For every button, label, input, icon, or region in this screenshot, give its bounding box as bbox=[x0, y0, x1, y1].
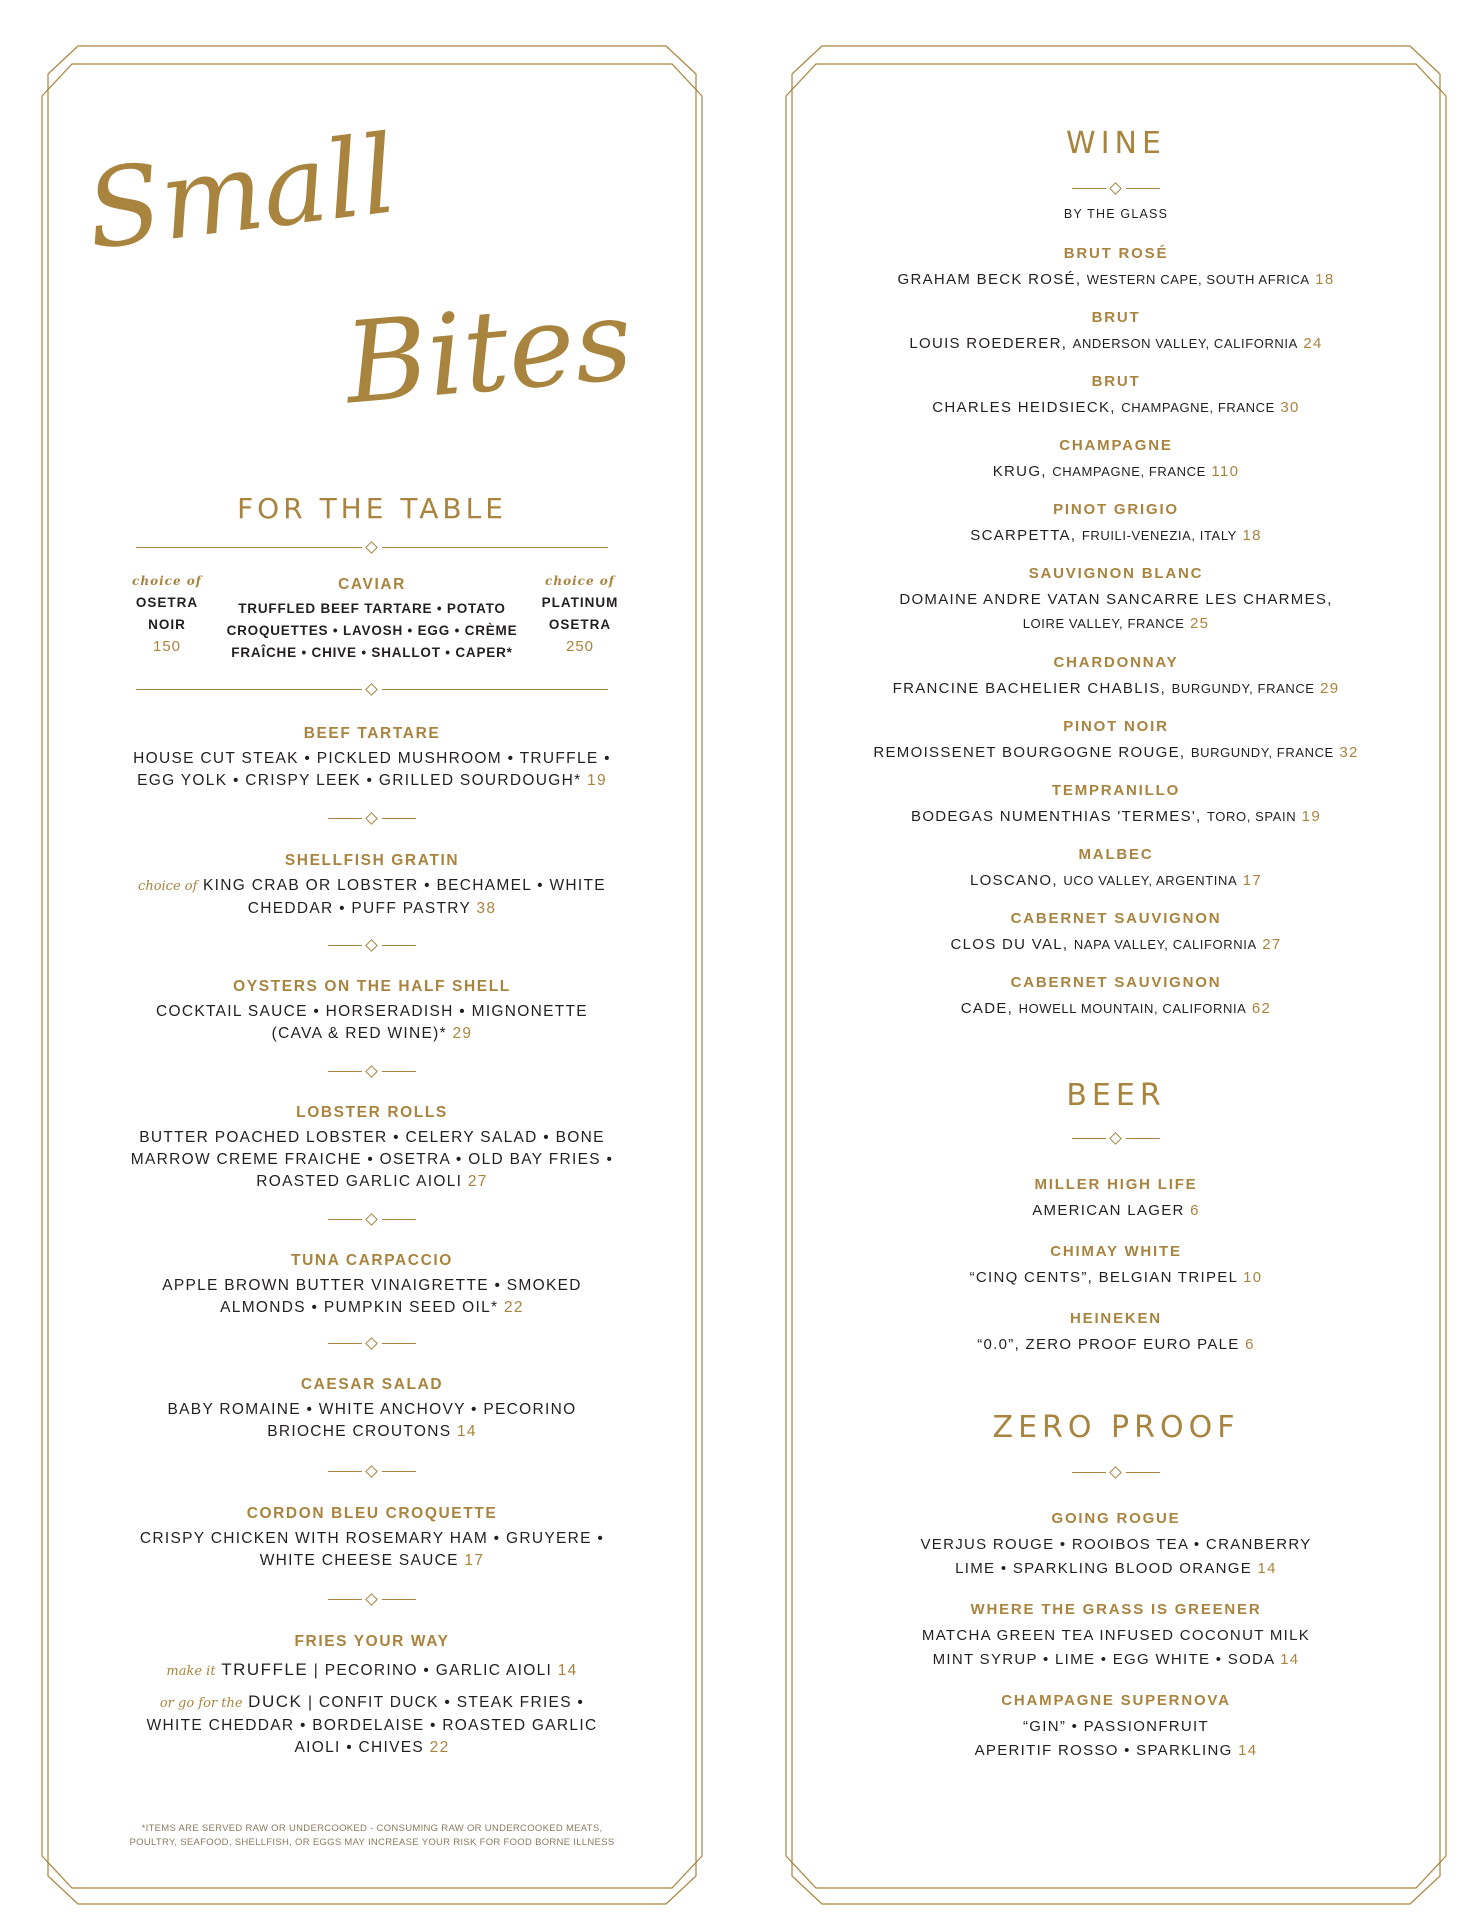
divider-small bbox=[328, 1337, 416, 1351]
divider-small bbox=[1072, 1132, 1160, 1146]
item-name: CORDON BLEU CROQUETTE bbox=[246, 1505, 498, 1522]
mocktail-desc-line: MINT SYRUP • LIME • EGG WHITE • SODA bbox=[932, 1651, 1275, 1668]
wine-region: TORO, SPAIN bbox=[1207, 809, 1297, 824]
wine-varietal: BRUT bbox=[1091, 309, 1141, 326]
caviar-option-line: OSETRA bbox=[135, 595, 199, 610]
menu-item-lobster-rolls bbox=[40, 1104, 704, 1193]
divider-small bbox=[328, 1593, 416, 1607]
wine-price: 62 bbox=[1251, 1000, 1272, 1017]
mocktail-item bbox=[784, 1510, 1448, 1581]
beer-item bbox=[784, 1243, 1448, 1290]
item-price: 22 bbox=[429, 1739, 450, 1756]
menu-item-caesar-salad bbox=[40, 1376, 704, 1443]
item-name: LOBSTER ROLLS bbox=[296, 1104, 448, 1121]
wine-price: 24 bbox=[1303, 335, 1323, 352]
section-heading-zero-proof: ZERO PROOF bbox=[992, 1410, 1240, 1445]
divider bbox=[136, 683, 608, 697]
title-bites: Bites bbox=[340, 274, 638, 430]
title-small: Small bbox=[80, 112, 403, 275]
beer-desc: “0.0”, ZERO PROOF EURO PALE bbox=[977, 1336, 1240, 1353]
item-desc-line: BRIOCHE CROUTONS bbox=[267, 1423, 452, 1440]
fries-option-desc: | PECORINO • GARLIC AIOLI bbox=[313, 1662, 553, 1679]
divider-small bbox=[328, 1065, 416, 1079]
caviar-desc-line: CROQUETTES • LAVOSH • EGG • CRÈME bbox=[226, 623, 518, 638]
wine-item bbox=[784, 245, 1448, 292]
menu-item-shellfish-gratin bbox=[40, 852, 704, 920]
beer-price: 10 bbox=[1243, 1269, 1263, 1286]
wine-price: 25 bbox=[1189, 615, 1210, 632]
wine-producer: KRUG, bbox=[992, 463, 1047, 480]
item-price: 22 bbox=[504, 1299, 524, 1316]
wine-producer: LOUIS ROEDERER, bbox=[909, 335, 1068, 352]
wine-price: 19 bbox=[1301, 808, 1321, 825]
beer-name: MILLER HIGH LIFE bbox=[1034, 1176, 1198, 1193]
mocktail-price: 14 bbox=[1238, 1742, 1258, 1759]
mocktail-name: GOING ROGUE bbox=[1051, 1510, 1181, 1527]
wine-producer: SCARPETTA, bbox=[970, 527, 1077, 544]
wine-region: LOIRE VALLEY, FRANCE bbox=[1022, 616, 1185, 631]
caviar-price: 150 bbox=[152, 638, 182, 655]
wine-price: 110 bbox=[1211, 463, 1240, 480]
wine-region: BURGUNDY, FRANCE bbox=[1171, 681, 1315, 696]
item-desc-line: APPLE BROWN BUTTER VINAIGRETTE • SMOKED bbox=[162, 1277, 582, 1294]
item-price: 19 bbox=[587, 772, 607, 789]
section-heading-wine: WINE bbox=[1066, 126, 1166, 161]
beer-price: 6 bbox=[1245, 1336, 1255, 1353]
wine-varietal: CHAMPAGNE bbox=[1059, 437, 1173, 454]
item-price: 14 bbox=[456, 1423, 477, 1440]
wine-varietal: BRUT ROSÉ bbox=[1063, 245, 1169, 262]
mocktail-desc-line: “GIN” • PASSIONFRUIT bbox=[1023, 1718, 1209, 1735]
section-heading-for-the-table: FOR THE TABLE bbox=[237, 492, 507, 525]
wine-varietal: MALBEC bbox=[1078, 846, 1154, 863]
menu-item-beef-tartare bbox=[40, 725, 704, 792]
wine-region: BURGUNDY, FRANCE bbox=[1190, 745, 1334, 760]
wine-item bbox=[784, 373, 1448, 420]
item-price: 27 bbox=[467, 1173, 488, 1190]
divider-small bbox=[328, 939, 416, 953]
wine-item bbox=[784, 501, 1448, 548]
item-desc-line: BABY ROMAINE • WHITE ANCHOVY • PECORINO bbox=[167, 1401, 577, 1418]
mocktail-name: WHERE THE GRASS IS GREENER bbox=[970, 1601, 1262, 1618]
wine-region: HOWELL MOUNTAIN, CALIFORNIA bbox=[1018, 1001, 1247, 1016]
item-desc-line: KING CRAB OR LOBSTER • BECHAMEL • WHITE bbox=[203, 877, 606, 894]
wine-item bbox=[784, 910, 1448, 957]
wine-region: ANDERSON VALLEY, CALIFORNIA bbox=[1072, 336, 1298, 351]
wine-region: CHAMPAGNE, FRANCE bbox=[1121, 400, 1275, 415]
wine-item bbox=[784, 782, 1448, 829]
item-price: 38 bbox=[476, 900, 497, 917]
wine-producer: LOSCANO, bbox=[969, 872, 1058, 889]
mocktail-item bbox=[784, 1692, 1448, 1763]
beer-item bbox=[784, 1310, 1448, 1357]
wine-producer: CADE, bbox=[960, 1000, 1014, 1017]
wine-varietal: PINOT NOIR bbox=[1063, 718, 1169, 735]
caviar-price: 250 bbox=[565, 638, 595, 655]
beer-name: CHIMAY WHITE bbox=[1050, 1243, 1182, 1260]
menu-item-tuna-carpaccio bbox=[40, 1252, 704, 1319]
mocktail-desc-line: VERJUS ROUGE • ROOIBOS TEA • CRANBERRY bbox=[920, 1536, 1312, 1553]
beer-item bbox=[784, 1176, 1448, 1223]
beer-desc: AMERICAN LAGER bbox=[1032, 1202, 1185, 1219]
item-name: BEEF TARTARE bbox=[303, 725, 441, 742]
mocktail-desc-line: MATCHA GREEN TEA INFUSED COCONUT MILK bbox=[921, 1627, 1311, 1644]
item-desc-line: COCKTAIL SAUCE • HORSERADISH • MIGNONETTE bbox=[156, 1003, 588, 1020]
wine-region: UCO VALLEY, ARGENTINA bbox=[1063, 873, 1238, 888]
wine-region: CHAMPAGNE, FRANCE bbox=[1052, 464, 1206, 479]
mocktail-item bbox=[784, 1601, 1448, 1672]
caviar-option-line: PLATINUM bbox=[541, 595, 619, 610]
item-desc-line: BUTTER POACHED LOBSTER • CELERY SALAD • BONE bbox=[139, 1129, 605, 1146]
item-price: 29 bbox=[452, 1025, 473, 1042]
item-desc-line: AIOLI • CHIVES bbox=[294, 1739, 425, 1756]
beer-name: HEINEKEN bbox=[1070, 1310, 1162, 1327]
item-price: 17 bbox=[464, 1552, 485, 1569]
fries-option-duck: DUCK bbox=[248, 1692, 303, 1711]
item-name: CAESAR SALAD bbox=[300, 1376, 444, 1393]
item-desc-line: ALMONDS • PUMPKIN SEED OIL* bbox=[220, 1299, 499, 1316]
wine-producer: CLOS DU VAL, bbox=[950, 936, 1069, 953]
section-heading-beer: BEER bbox=[1066, 1078, 1166, 1113]
item-price: 14 bbox=[557, 1662, 578, 1679]
caviar-name: CAVIAR bbox=[338, 576, 406, 593]
wine-producer: DOMAINE ANDRE VATAN SANCARRE LES CHARMES, bbox=[899, 591, 1333, 608]
divider-small bbox=[1072, 182, 1160, 196]
footnote-line: *ITEMS ARE SERVED RAW OR UNDERCOOKED - CONSUMING RAW OR UNDERCOOKED MEATS, bbox=[141, 1823, 603, 1834]
wine-price: 18 bbox=[1315, 271, 1335, 288]
mocktail-desc-line: APERITIF ROSSO • SPARKLING bbox=[974, 1742, 1233, 1759]
item-name: OYSTERS ON THE HALF SHELL bbox=[233, 978, 511, 995]
wine-price: 29 bbox=[1320, 680, 1340, 697]
divider-small bbox=[328, 1213, 416, 1227]
wine-region: WESTERN CAPE, SOUTH AFRICA bbox=[1086, 272, 1310, 287]
beer-price: 6 bbox=[1190, 1202, 1200, 1219]
by-the-glass-label: BY THE GLASS bbox=[1063, 207, 1169, 221]
footnote-line: POULTRY, SEAFOOD, SHELLFISH, OR EGGS MAY INCREASE YOUR RISK FOR FOOD BORNE ILLNESS bbox=[129, 1837, 615, 1848]
wine-price: 18 bbox=[1242, 527, 1262, 544]
wine-item bbox=[784, 718, 1448, 765]
wine-varietal: PINOT GRIGIO bbox=[1053, 501, 1179, 518]
divider-small bbox=[328, 1465, 416, 1479]
caviar-option-line: NOIR bbox=[148, 617, 186, 632]
food-menu-panel bbox=[40, 0, 704, 1920]
beer-desc: “CINQ CENTS”, BELGIAN TRIPEL bbox=[969, 1269, 1238, 1286]
wine-varietal: BRUT bbox=[1091, 373, 1141, 390]
wine-producer: CHARLES HEIDSIECK, bbox=[932, 399, 1116, 416]
wine-producer: BODEGAS NUMENTHIAS 'TERMES', bbox=[911, 808, 1202, 825]
item-desc-line: EGG YOLK • CRISPY LEEK • GRILLED SOURDOUGH* bbox=[137, 772, 582, 789]
item-name: TUNA CARPACCIO bbox=[291, 1252, 453, 1269]
or-go-for-the-label: or go for the bbox=[159, 1696, 243, 1711]
make-it-label: make it bbox=[166, 1664, 216, 1679]
wine-price: 17 bbox=[1242, 872, 1263, 889]
wine-varietal: CABERNET SAUVIGNON bbox=[1010, 974, 1222, 991]
caviar-item bbox=[40, 576, 704, 686]
wine-producer: FRANCINE BACHELIER CHABLIS, bbox=[892, 680, 1167, 697]
wine-varietal: TEMPRANILLO bbox=[1051, 782, 1181, 799]
caviar-desc-line: FRAÎCHE • CHIVE • SHALLOT • CAPER* bbox=[231, 645, 513, 660]
wine-producer: REMOISSENET BOURGOGNE ROUGE, bbox=[873, 744, 1186, 761]
wine-item bbox=[784, 846, 1448, 893]
fries-option-truffle: TRUFFLE bbox=[221, 1660, 309, 1679]
wine-item bbox=[784, 974, 1448, 1021]
menu-item-cordon-bleu-croquette bbox=[40, 1505, 704, 1572]
wine-producer: GRAHAM BECK ROSÉ, bbox=[897, 271, 1082, 288]
wine-item bbox=[784, 309, 1448, 356]
divider-small bbox=[328, 812, 416, 826]
wine-price: 32 bbox=[1339, 744, 1359, 761]
item-desc-line: MARROW CREME FRAICHE • OSETRA • OLD BAY FRIES • bbox=[130, 1151, 614, 1168]
choice-of-label: choice of bbox=[138, 879, 198, 894]
wine-price: 27 bbox=[1262, 936, 1282, 953]
item-desc-line: CHEDDAR • PUFF PASTRY bbox=[247, 900, 471, 917]
drinks-menu-panel bbox=[784, 0, 1448, 1920]
item-desc-line: HOUSE CUT STEAK • PICKLED MUSHROOM • TRUFFLE • bbox=[133, 750, 611, 767]
mocktail-price: 14 bbox=[1257, 1560, 1277, 1577]
wine-varietal: SAUVIGNON BLANC bbox=[1028, 565, 1204, 582]
caviar-option-platinum-osetra bbox=[528, 570, 632, 658]
caviar-desc-line: TRUFFLED BEEF TARTARE • POTATO bbox=[238, 601, 506, 616]
wine-region: FRUILI-VENEZIA, ITALY bbox=[1081, 528, 1237, 543]
wine-region: NAPA VALLEY, CALIFORNIA bbox=[1073, 937, 1257, 952]
item-name: SHELLFISH GRATIN bbox=[284, 852, 460, 869]
item-desc-line: WHITE CHEESE SAUCE bbox=[259, 1552, 459, 1569]
caviar-option-line: OSETRA bbox=[548, 617, 612, 632]
menu-item-fries-your-way bbox=[40, 1633, 704, 1759]
wine-price: 30 bbox=[1280, 399, 1300, 416]
wine-item bbox=[784, 654, 1448, 701]
wine-varietal: CABERNET SAUVIGNON bbox=[1010, 910, 1222, 927]
menu-item-oysters bbox=[40, 978, 704, 1045]
mocktail-name: CHAMPAGNE SUPERNOVA bbox=[1001, 1692, 1231, 1709]
item-desc-line: (CAVA & RED WINE)* bbox=[271, 1025, 447, 1042]
mocktail-desc-line: LIME • SPARKLING BLOOD ORANGE bbox=[955, 1560, 1253, 1577]
fries-option-desc: | CONFIT DUCK • STEAK FRIES • bbox=[307, 1694, 585, 1711]
wine-item bbox=[784, 437, 1448, 484]
item-desc-line: ROASTED GARLIC AIOLI bbox=[256, 1173, 463, 1190]
mocktail-price: 14 bbox=[1280, 1651, 1300, 1668]
item-desc-line: WHITE CHEDDAR • BORDELAISE • ROASTED GARLIC bbox=[146, 1717, 598, 1734]
wine-item bbox=[784, 565, 1448, 636]
raw-food-disclaimer bbox=[40, 1822, 704, 1850]
choice-of-label: choice of bbox=[132, 574, 202, 588]
wine-varietal: CHARDONNAY bbox=[1053, 654, 1179, 671]
choice-of-label: choice of bbox=[545, 574, 615, 588]
item-desc-line: CRISPY CHICKEN WITH ROSEMARY HAM • GRUYERE • bbox=[139, 1530, 605, 1547]
item-name: FRIES YOUR WAY bbox=[294, 1633, 450, 1650]
divider-small bbox=[1072, 1466, 1160, 1480]
divider bbox=[136, 541, 608, 555]
